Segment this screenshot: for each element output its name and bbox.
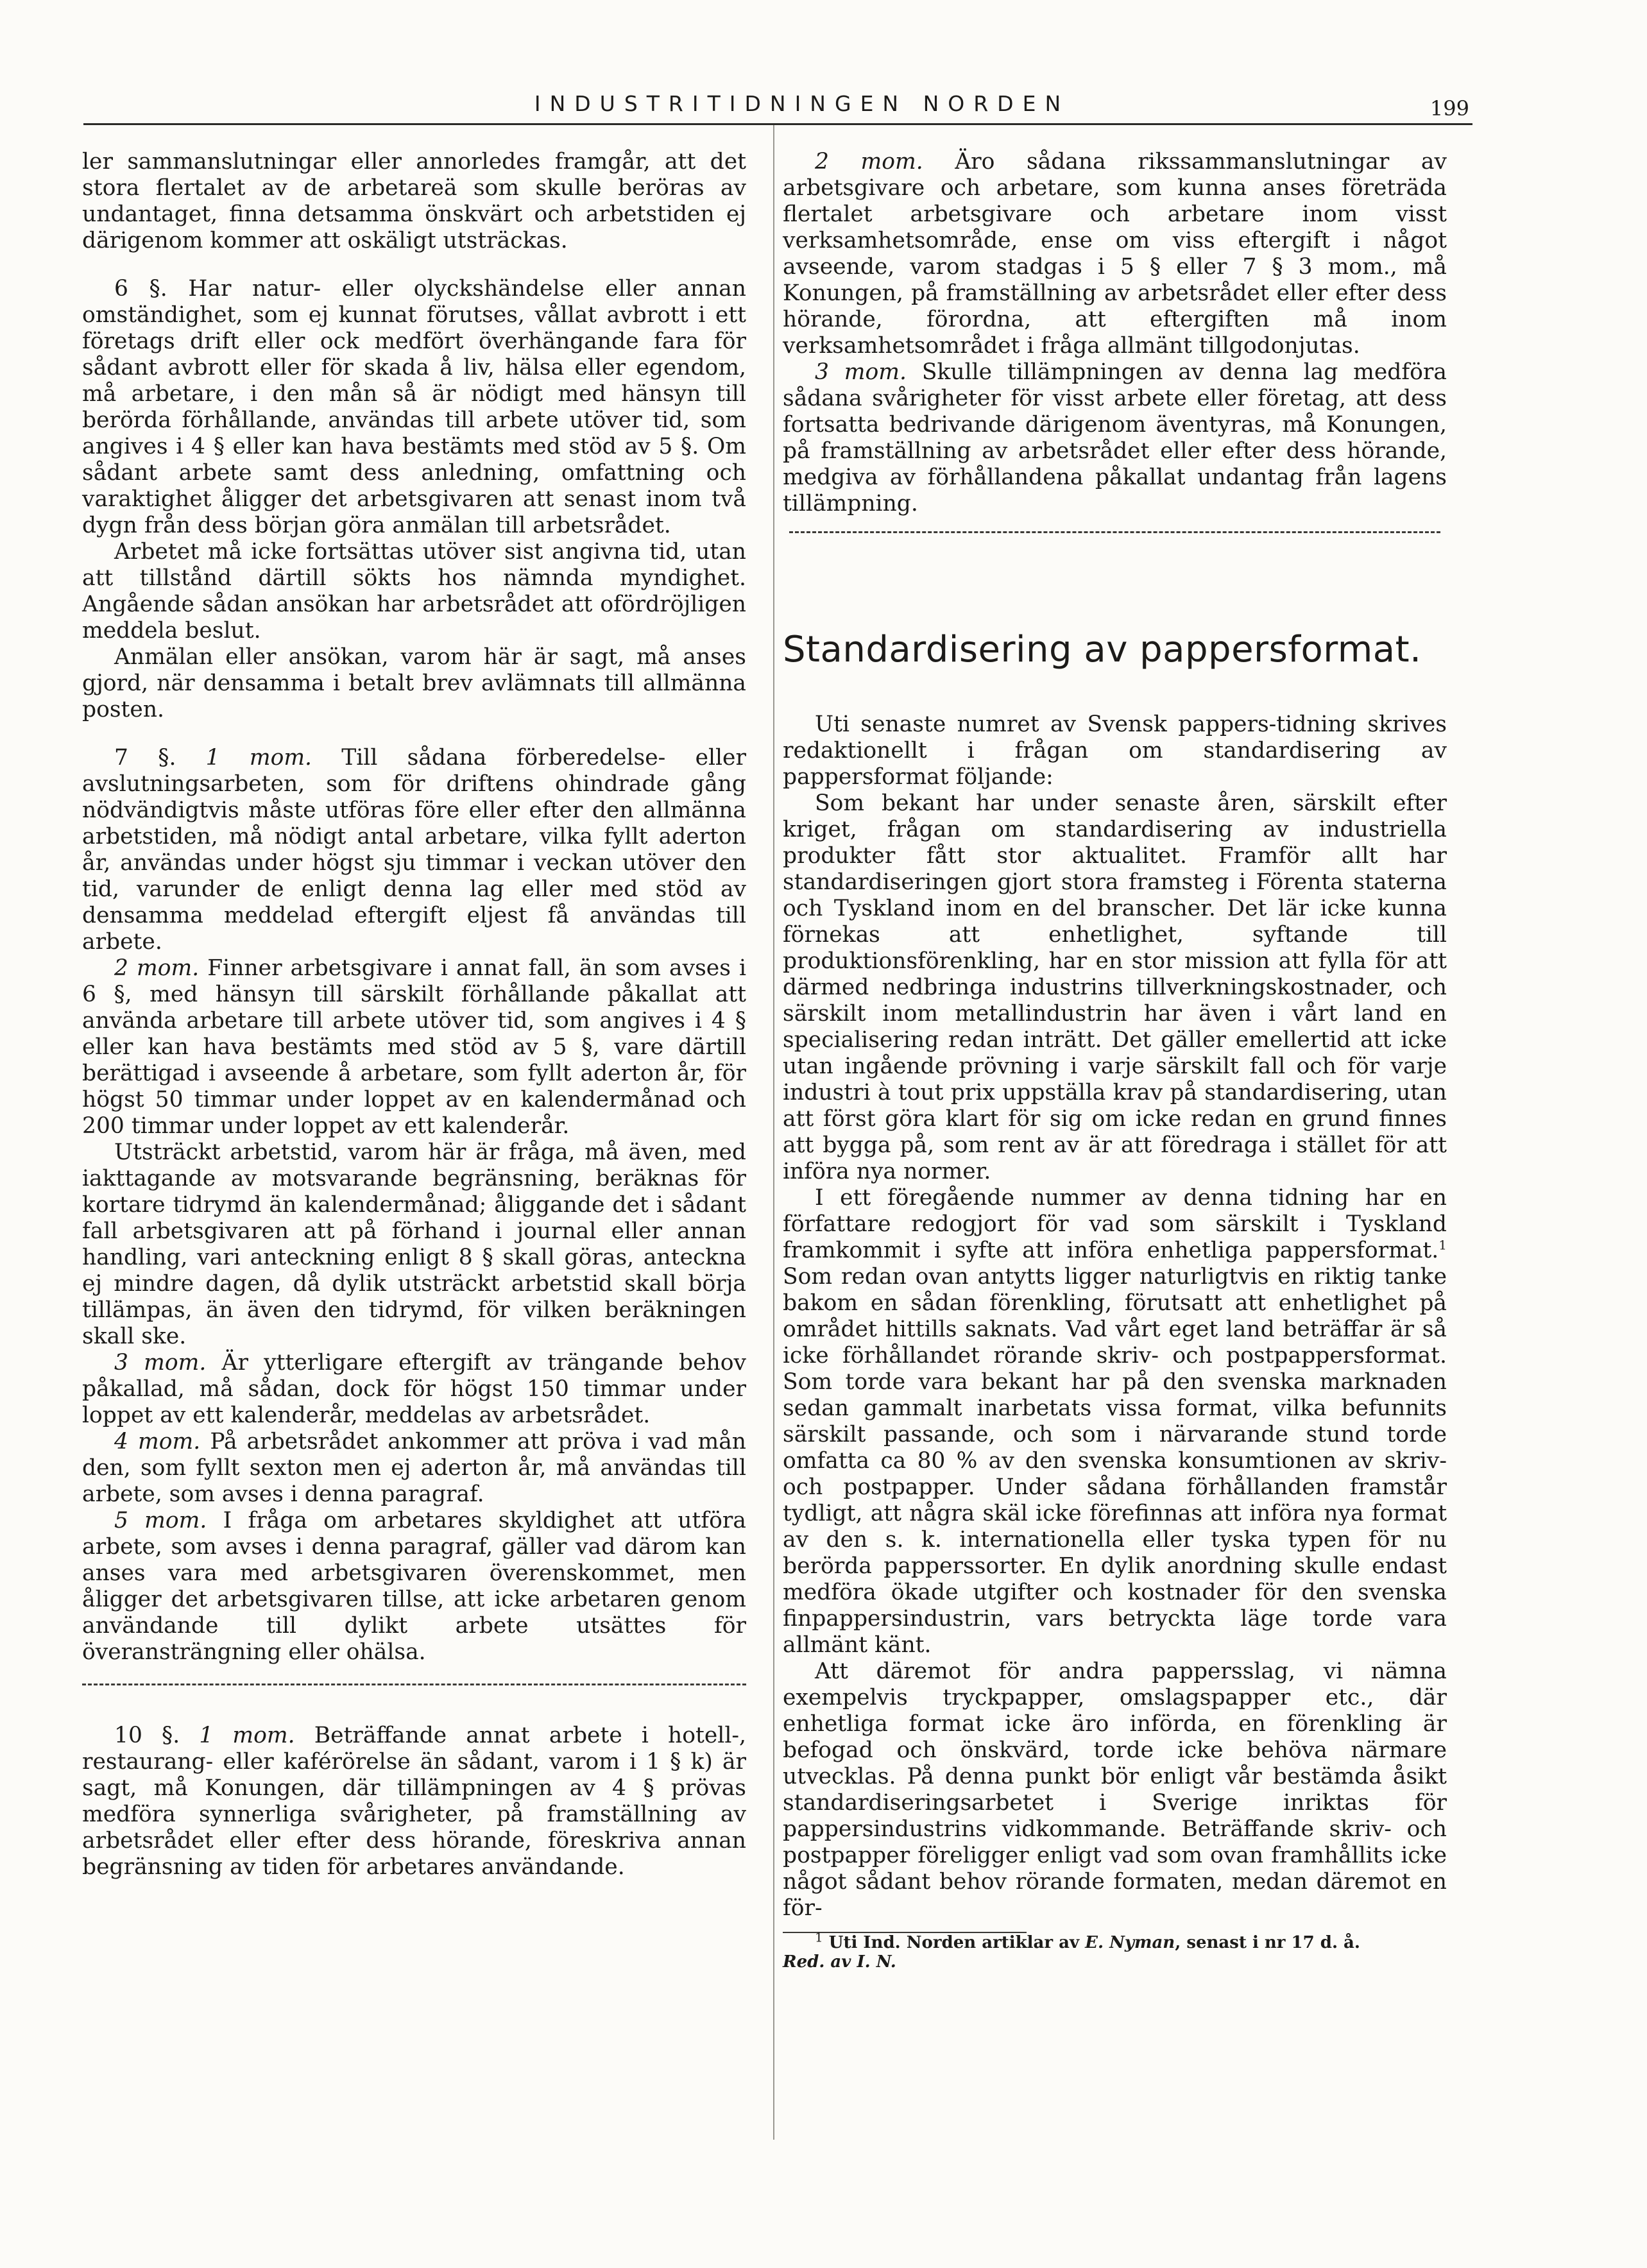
paragraph: Utsträckt arbetstid, varom här är fråga, må även, med iakttagande av motsvarande begränsning, beräknas för kortare tidrymd än kalendermånad; åliggande det i sådant fall arbetsgivaren att på förhand i journal eller annan handling, vari anteckning enligt 8 § skall göras, anteckna ej mindre dagen, då dylik utsträckt arbetstid skall börja tillämpas, än även den tidrymd, för vilken beräkningen skall ske.: [82, 1139, 746, 1349]
right-column: [783, 149, 1447, 1972]
paragraph-mom-2: [82, 955, 746, 1139]
mom-label: 3 mom.: [114, 1350, 207, 1376]
mom-label: 1 mom.: [199, 1723, 295, 1748]
footnote-mark: 1: [815, 1929, 823, 1945]
paragraph-text: I fråga om arbetares skyldighet att utföra arbete, som avses i denna paragraf, gäller vad därom kan anses vara med arbetsgivaren överenskommet, men åligger det arbetsgivaren tillse, att icke arbetaren genom användande till dylikt arbete utsättes för överansträngning eller ohälsa.: [82, 1508, 746, 1665]
article-paragraph: Att däremot för andra pappersslag, vi nämna exempelvis tryckpapper, omslagspapper etc., där enhetliga format icke äro införda, en förenkling är befogad och önskvärd, torde icke behöva närmare utvecklas. På denna punkt bör enligt vår bestämda åsikt standardiseringsarbetet i Sverige inriktas för pappersindustrins vidkommande. Beträffande skriv- och postpapper föreligger enligt vad som ovan framhållits icke något sådant behov rörande formaten, medan däremot en för-: [783, 1658, 1447, 1921]
dashed-separator: [82, 1684, 746, 1685]
footnote-reference: 1: [1438, 1237, 1447, 1253]
article-paragraph: Som bekant har under senaste åren, särskilt efter kriget, frågan om standardisering av industriella produkter fått stor aktualitet. Framför allt har standardiseringen gjort stora framsteg i Förenta staterna och Tyskland inom en del branscher. Det lär icke kunna förnekas att enhetlighet, syftande till produktionsförenkling, har en stor mission att fylla för att därmed nedbringa industrins tillverkningskostnader, och särskilt inom metallindustrin har även i vårt land en specialisering redan inträtt. Det gäller emellertid att icke utan ingående prövning i varje särskilt fall och för varje industri à tout prix uppställa krav på standardisering, utan att först göra klart för sig om icke redan en grund finnes att bygga på, som rent av är att föredraga i stället för att införa nya normer.: [783, 790, 1447, 1184]
paragraph-text: På arbetsrådet ankommer att pröva i vad mån den, som fyllt sexton men ej aderton år, må användas till arbete, som avses i denna paragraf.: [82, 1429, 746, 1507]
paragraph-text: Som redan ovan antytts ligger naturligtvis en riktig tanke bakom en sådan förenkling, förutsatt att enhetlighet på området hittills saknats. Vad vårt eget land beträffar är så icke förhållandet rörande skriv- och postpappersformat. Som torde vara bekant har på den svenska marknaden sedan gammalt inarbetats vissa format, vilka befunnits särskilt passande, och som i närvarande stund torde omfatta ca 80 % av den svenska konsumtionen av skriv- och postpapper. Under sådana förhållanden framstår tydligt, att några skäl icke förefinnas att införa nya format av den s. k. internationella eller tyska typen för nu berörda papperssorter. En dylik anordning skulle endast medföra ökade utgifter och kostnader för den svenska finpappersindustrin, vars betryckta läge torde vara allmänt känt.: [783, 1264, 1447, 1658]
paragraph-section-10: [82, 1723, 746, 1880]
paragraph-mom-3: [783, 359, 1447, 517]
mom-label: 4 mom.: [114, 1429, 201, 1454]
paragraph-continuation: ler sammanslutningar eller annorledes framgår, att det stora flertalet av de arbetareä som skulle beröras av undantaget, finna detsamma önskvärt och arbetstiden ej därigenom kommer att oskäligt utsträckas.: [82, 149, 746, 253]
mom-label: 1 mom.: [205, 745, 312, 771]
paragraph-mom-4: [82, 1429, 746, 1508]
left-column: [82, 149, 746, 1880]
mom-label: 3 mom.: [815, 359, 907, 385]
section-lead: 10 §.: [114, 1723, 200, 1748]
paragraph-mom-5: [82, 1508, 746, 1666]
article-paragraph: [783, 1185, 1447, 1658]
header-rule: [83, 123, 1472, 125]
page-number: 199: [1429, 96, 1469, 121]
paragraph-text: Äro sådana rikssammanslutningar av arbetsgivare och arbetare, som kunna anses företräda flertalet arbetsgivare och arbetare inom visst verksamhetsområde, ense om viss eftergift i något avseende, varom stadgas i 5 § eller 7 § 3 mom., må Konungen, på framställning av arbetsrådet eller efter dess hörande, förordna, att eftergiften må inom verksamhetsområdet i fråga allmänt tillgodonjutas.: [783, 149, 1447, 359]
dashed-separator: [789, 531, 1440, 533]
footnote-text: Uti Ind. Norden artiklar av: [823, 1933, 1086, 1952]
running-title: INDUSTRITIDNINGEN NORDEN: [534, 91, 1070, 116]
paragraph-text: Till sådana förberedelse- eller avslutningsarbeten, som för driftens ohindrade gång nödvändigtvis måste utföras före eller efter den allmänna arbetstiden, må nödigt antal arbetare, vilka fyllt aderton år, användas under högst sju timmar i veckan utöver den tid, varunder de enligt denna lag eller med stöd av densamma meddelad eftergift eljest få användas till arbete.: [82, 745, 746, 955]
paragraph-mom-2: [783, 149, 1447, 359]
paragraph: Anmälan eller ansökan, varom här är sagt, må anses gjord, när densamma i betalt brev avlämnats till allmänna posten.: [82, 644, 746, 722]
mom-label: 2 mom.: [114, 955, 200, 981]
paragraph-text: Beträffande annat arbete i hotell-, restaurang- eller kaférörelse än sådant, varom i 1 § k) är sagt, må Konungen, där tillämpningen av 4 § prövas medföra synnerliga svårigheter, på framställning av arbetsrådet eller efter dess hörande, föreskriva annan begränsning av tiden för arbetares användande.: [82, 1723, 746, 1880]
paragraph-section-6: 6 §. Har natur- eller olyckshändelse eller annan omständighet, som ej kunnat förutses, vållat avbrott i ett företags drift eller ock medfört överhängande fara för sådant avbrott eller för skada å liv, hälsa eller egendom, må arbetare, i den mån så är nödigt med hänsyn till berörda förhållande, användas till arbete utöver tid, som angives i 4 § eller kan hava bestämts med stöd av 5 §. Om sådant arbete samt dess anledning, omfattning och varaktighet åligger det arbetsgivaren att senast inom två dygn från dess början göra anmälan till arbetsrådet.: [82, 276, 746, 538]
section-lead: 7 §.: [114, 745, 206, 771]
footnote-signature: Red. av I. N.: [783, 1952, 896, 1972]
paragraph-text: Skulle tillämpningen av denna lag medföra sådana svårigheter för visst arbete eller företag, att dess fortsatta bedrivande därigenom äventyras, må Konungen, på framställning av arbetsrådet eller efter dess hörande, medgiva av förhållandena påkallat undantag från lagens tillämpning.: [783, 359, 1447, 516]
paragraph-text: Är ytterligare eftergift av trängande behov påkallad, må sådan, dock för högst 150 timmar under loppet av ett kalenderår, meddelas av arbetsrådet.: [82, 1350, 746, 1428]
mom-label: 2 mom.: [815, 149, 923, 175]
footnote: [783, 1929, 1447, 1972]
paragraph-text: I ett föregående nummer av denna tidning har en författare redogjort för vad som särskilt i Tyskland framkommit i syfte att införa enhetliga pappersformat.: [783, 1185, 1447, 1263]
paragraph-text: Finner arbetsgivare i annat fall, än som avses i 6 §, med hänsyn till särskilt förhållande påkallat att använda arbetare till arbete utöver tid, som angives i 4 § eller kan hava bestämts med stöd av 5 §, vare därtill berättigad i avseende å arbetare, som fyllt aderton år, för högst 50 timmar under loppet av en kalendermånad och 200 timmar under loppet av ett kalenderår.: [82, 955, 746, 1139]
footnote-text: , senast i nr 17 d. å.: [1175, 1933, 1360, 1952]
paragraph-section-7: [82, 745, 746, 955]
mom-label: 5 mom.: [114, 1508, 207, 1533]
article-title: Standardisering av pappersformat.: [783, 629, 1422, 670]
paragraph: Arbetet må icke fortsättas utöver sist angivna tid, utan att tillstånd därtill sökts hos nämnda myndighet. Angående sådan ansökan har arbetsrådet att ofördröjligen meddela beslut.: [82, 539, 746, 644]
paragraph-mom-3: [82, 1350, 746, 1429]
article-paragraph: Uti senaste numret av Svensk pappers-tidning skrives redaktionellt i frågan om standardisering av pappersformat följande:: [783, 712, 1447, 790]
footnote-author: E. Nyman: [1085, 1933, 1175, 1952]
column-divider: [773, 125, 774, 2140]
